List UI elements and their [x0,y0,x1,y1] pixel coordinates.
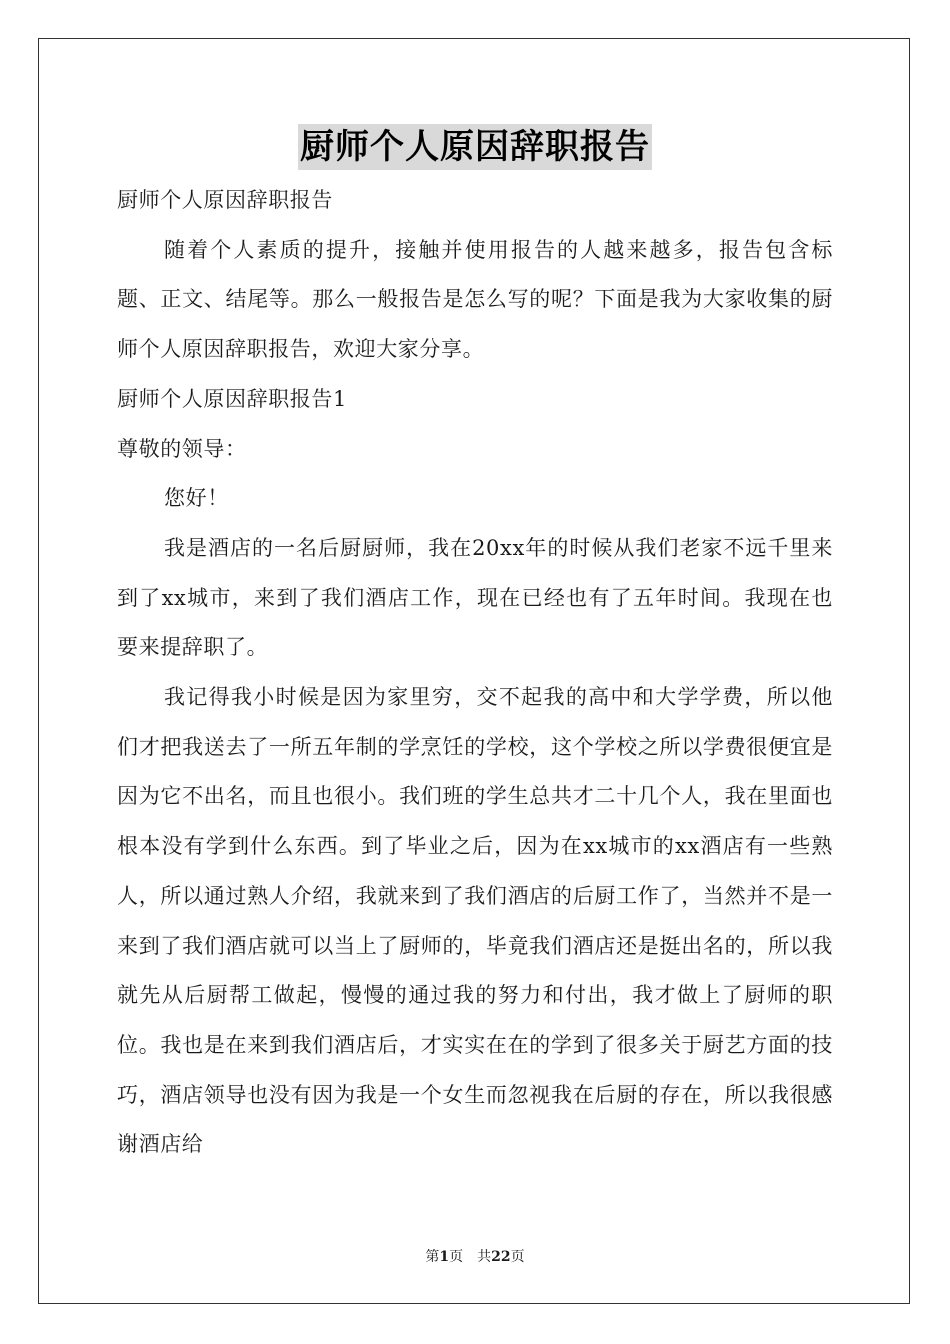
page-footer [0,1246,950,1266]
page-unit: 页 [449,1249,464,1265]
body-paragraph: 我记得我小时候是因为家里穷，交不起我的高中和大学学费，所以他们才把我送去了一所五年制的学烹饪的学校，这个学校之所以学费很便宜是因为它不出名，而且也很小。我们班的学生总共才二十几个人，我在里面也根本没有学到什么东西。到了毕业之后，因为在xx城市的xx酒店有一些熟人，所以通过熟人介绍，我就来到了我们酒店的后厨工作了，当然并不是一来到了我们酒店就可以当上了厨师的，毕竟我们酒店还是挺出名的，所以我就先从后厨帮工做起，慢慢的通过我的努力和付出，我才做上了厨师的职位。我也是在来到我们酒店后，才实实在在的学到了很多关于厨艺方面的技巧，酒店领导也没有因为我是一个女生而忽视我在后厨的存在，所以我很感谢酒店给 [117,685,833,1157]
total-page-count: 22 [491,1249,511,1265]
body-paragraph: 厨师个人原因辞职报告 [117,188,333,212]
total-prefix: 共 [477,1249,492,1265]
body-paragraph: 我是酒店的一名后厨厨师，我在20xx年的时候从我们老家不远千里来到了xx城市，来到了我们酒店工作，现在已经也有了五年时间。我现在也要来提辞职了。 [117,535,833,660]
document-body [117,176,833,1170]
current-page-number: 1 [439,1249,450,1265]
title-container [0,124,950,170]
page-prefix: 第 [425,1249,440,1265]
document-title: 厨师个人原因辞职报告 [298,124,652,170]
total-unit: 页 [510,1249,525,1265]
greeting: 您好！ [164,486,229,511]
salutation: 尊敬的领导： [117,436,247,461]
body-paragraph: 随着个人素质的提升，接触并使用报告的人越来越多，报告包含标题、正文、结尾等。那么一般报告是怎么写的呢？下面是我为大家收集的厨师个人原因辞职报告，欢迎大家分享。 [117,237,833,362]
section-heading: 厨师个人原因辞职报告1 [117,386,347,411]
